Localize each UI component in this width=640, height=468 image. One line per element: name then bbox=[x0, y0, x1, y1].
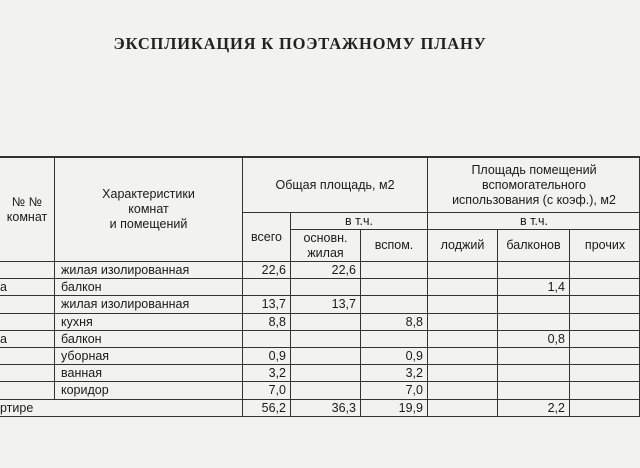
cell-loggia bbox=[427, 381, 497, 399]
cell-other bbox=[569, 347, 640, 364]
cell-loggia bbox=[427, 330, 497, 347]
cell-aux: 19,9 bbox=[360, 399, 427, 416]
cell-num: а bbox=[0, 278, 54, 295]
cell-main bbox=[290, 278, 360, 295]
totals-cell-empty bbox=[54, 399, 242, 416]
cell-loggia bbox=[427, 295, 497, 313]
cell-total: 8,8 bbox=[242, 313, 290, 330]
cell-total: 3,2 bbox=[242, 364, 290, 381]
cell-main bbox=[290, 313, 360, 330]
document-title: ЭКСПЛИКАЦИЯ К ПОЭТАЖНОМУ ПЛАНУ bbox=[113, 34, 487, 53]
cell-loggia bbox=[427, 399, 497, 416]
cell-loggia bbox=[427, 313, 497, 330]
header-other: прочих bbox=[569, 229, 640, 261]
cell-other bbox=[569, 399, 640, 416]
cell-loggia bbox=[427, 364, 497, 381]
cell-main bbox=[290, 330, 360, 347]
cell-total: 0,9 bbox=[242, 347, 290, 364]
cell-loggia bbox=[427, 347, 497, 364]
cell-balcony bbox=[497, 261, 569, 278]
header-auxiliary: вспом. bbox=[360, 229, 427, 261]
cell-other bbox=[569, 381, 640, 399]
cell-num bbox=[0, 364, 54, 381]
cell-num bbox=[0, 261, 54, 278]
cell-main: 36,3 bbox=[290, 399, 360, 416]
cell-num bbox=[0, 347, 54, 364]
cell-aux: 0,9 bbox=[360, 347, 427, 364]
cell-aux bbox=[360, 330, 427, 347]
cell-name: балкон bbox=[54, 278, 242, 295]
cell-total bbox=[242, 330, 290, 347]
cell-other bbox=[569, 261, 640, 278]
header-loggias: лоджий bbox=[427, 229, 497, 261]
cell-balcony bbox=[497, 364, 569, 381]
cell-aux bbox=[360, 261, 427, 278]
cell-num bbox=[0, 295, 54, 313]
cell-main: 22,6 bbox=[290, 261, 360, 278]
cell-aux bbox=[360, 295, 427, 313]
header-total-area: Общая площадь, м2 bbox=[242, 157, 427, 212]
cell-num: а bbox=[0, 330, 54, 347]
cell-other bbox=[569, 313, 640, 330]
cell-balcony bbox=[497, 295, 569, 313]
cell-aux bbox=[360, 278, 427, 295]
cell-loggia bbox=[427, 278, 497, 295]
cell-total: 7,0 bbox=[242, 381, 290, 399]
cell-main bbox=[290, 364, 360, 381]
cell-num bbox=[0, 313, 54, 330]
cell-num bbox=[0, 381, 54, 399]
header-aux-area: Площадь помещений вспомогательного использования (с коэф.), м2 bbox=[427, 157, 640, 212]
cell-aux: 7,0 bbox=[360, 381, 427, 399]
cell-total: 13,7 bbox=[242, 295, 290, 313]
cell-aux: 8,8 bbox=[360, 313, 427, 330]
cell-total: 22,6 bbox=[242, 261, 290, 278]
cell-other bbox=[569, 295, 640, 313]
cell-main bbox=[290, 347, 360, 364]
cell-balcony: 0,8 bbox=[497, 330, 569, 347]
cell-total: 56,2 bbox=[242, 399, 290, 416]
cell-name: коридор bbox=[54, 381, 242, 399]
cell-label: ртире bbox=[0, 399, 242, 416]
cell-main bbox=[290, 381, 360, 399]
cell-balcony bbox=[497, 313, 569, 330]
cell-loggia bbox=[427, 261, 497, 278]
header-characteristics: Характеристики комнат и помещений bbox=[54, 157, 242, 261]
cell-balcony: 2,2 bbox=[497, 399, 569, 416]
cell-other bbox=[569, 278, 640, 295]
cell-name: балкон bbox=[54, 330, 242, 347]
header-room-number: № № комнат bbox=[0, 157, 54, 261]
cell-balcony bbox=[497, 347, 569, 364]
header-aux-incl: в т.ч. bbox=[427, 212, 640, 229]
cell-name: кухня bbox=[54, 313, 242, 330]
cell-name: жилая изолированная bbox=[54, 261, 242, 278]
cell-name: жилая изолированная bbox=[54, 295, 242, 313]
cell-aux: 3,2 bbox=[360, 364, 427, 381]
cell-name: ванная bbox=[54, 364, 242, 381]
cell-name: уборная bbox=[54, 347, 242, 364]
cell-other bbox=[569, 330, 640, 347]
header-total-incl: в т.ч. bbox=[290, 212, 427, 229]
cell-balcony bbox=[497, 381, 569, 399]
header-balconies: балконов bbox=[497, 229, 569, 261]
header-main-living: основн. жилая bbox=[290, 229, 360, 261]
cell-other bbox=[569, 364, 640, 381]
header-total: всего bbox=[242, 212, 290, 261]
cell-total bbox=[242, 278, 290, 295]
cell-balcony: 1,4 bbox=[497, 278, 569, 295]
cell-main: 13,7 bbox=[290, 295, 360, 313]
